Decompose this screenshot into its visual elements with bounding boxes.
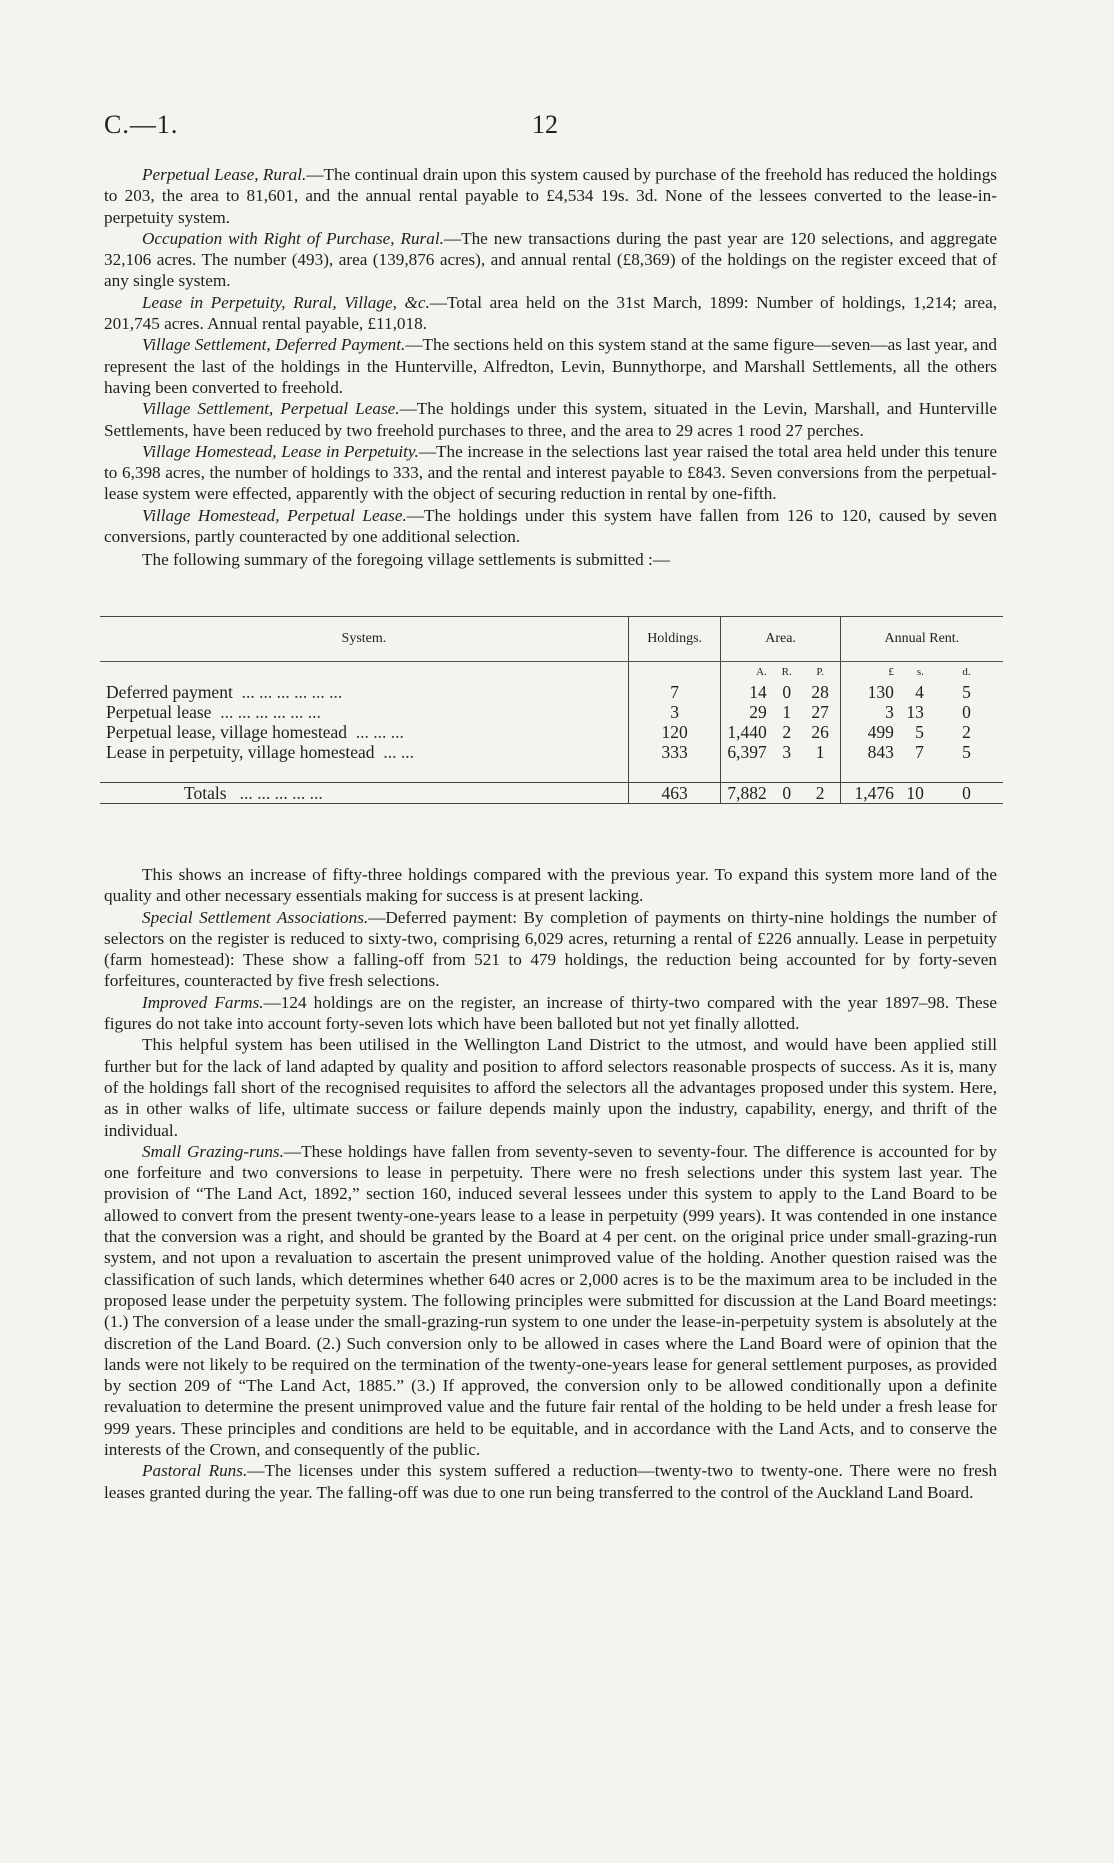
paragraph-village-homestead-perpetual [104, 505, 997, 548]
row-perches: 28 [811, 682, 829, 702]
totals-holdings: 463 [628, 783, 721, 804]
row-shillings: 7 [915, 742, 924, 762]
paragraph-text: This helpful system has been utilised in the Wellington Land District to the utmost, and would have been applied still further but for the lack of land adapted by quality and position to afford selectors reasonable prospects of success. As it is, many of the holdings fall short of the recognised requisites to afford the selectors all the advantages proposed under this system. Here, as in other walks of life, ultimate success or failure depends mainly upon the industry, capability, energy, and thrift of the individual. [104, 1035, 997, 1140]
paragraph-text: —Total area held on the 31st March, 1899: Number of holdings, 1,214; area, 201,745 acres. Annual rental payable, £11,018. [104, 292, 997, 334]
paragraph-text: —The holdings under this system have fallen from 126 to 120, caused by seven conversions, partly counteracted by one additional selection. [104, 505, 997, 547]
row-pence: 5 [962, 742, 971, 762]
paragraph-title: Perpetual Lease, Rural. [142, 165, 307, 184]
row-acres: 6,397 [721, 742, 773, 762]
row-pence: 2 [962, 722, 971, 742]
paragraph-village-settlement-perpetual [104, 398, 997, 441]
unit-shillings: s. [916, 666, 924, 678]
units-row [100, 662, 1003, 683]
unit-roods: R. [781, 666, 792, 678]
unit-pounds: £ [840, 662, 900, 683]
paragraph-text: —These holdings have fallen from seventy-seven to seventy-four. The difference is accounted for by one forfeiture and two conversions to lease in perpetuity. There were no fresh selections under this system last year. The provision of “The Land Act, 1892,” section 160, induced several lessees under this system to apply to the Land Board to be allowed to convert from the present twenty-one-years lease to a lease in perpetuity (999 years). It was contended in one instance that the conversion was a right, and should be granted by the Board at 4 per cent. on the original price under small-grazing-run system, and not upon a revaluation to ascertain the present unimproved value of the holding. Another question raised was the classification of such lands, which determines whether 640 acres or 2,000 acres is to be the maximum area to be included in the proposed lease under the perpetuity system. The following principles were submitted for discussion at the Land Board meetings: (1.) The conversion of a lease under the small-grazing-run system to one under the lease-in-perpetuity system is absolutely at the discretion of the Land Board. (2.) Such conversion only to be allowed in cases where the Land Board were of opinion that the lands were not likely to be required on the termination of the twenty-one-years lease for general settlement purposes, as provided by section 209 of “The Land Act, 1885.” (3.) If approved, the conversion only to be allowed conditionally upon a definite revaluation to determine the present unimproved value and the future fair rental of the holding to be held under a fresh lease for 999 years. These principles and conditions are held to be equitable, and in accordance with the Land Acts, and to conserve the interests of the Crown, and consequently of the public. [104, 1141, 997, 1460]
unit-perches: P. [816, 666, 824, 678]
paragraph-occupation-right-of-purchase [104, 228, 997, 292]
row-shillings: 5 [915, 722, 924, 742]
row-pounds: 3 [840, 702, 900, 722]
totals-label-cell [100, 783, 628, 804]
report-code: C.—1. [104, 110, 179, 139]
row-system [100, 702, 628, 722]
totals-shillings: 10 [900, 783, 930, 804]
paragraph-text: —Deferred payment: By completion of payments on thirty-nine holdings the number of selectors on the register is reduced to sixty-two, comprising 6,029 acres, returning a rental of £226 annually. Lease in perpetuity (farm homestead): These show a falling-off from 521 to 479 holdings, the reduction being accounted for by forty-seven forfeitures, counteracted by five fresh selections. [104, 907, 998, 991]
paragraph-text: This shows an increase of fifty-three holdings compared with the previous year. To expand this system more land of the quality and other necessary essentials making for success is at present lacking. [104, 865, 997, 906]
page-number: 12 [532, 110, 558, 139]
paragraph-title: Village Homestead, Lease in Perpetuity. [142, 441, 419, 461]
totals-row [100, 783, 1003, 804]
paragraph-text: —124 holdings are on the register, an increase of thirty-two compared with the year 1897–98. These figures do not take into account forty-seven lots which have been balloted but not yet finally allotted. [104, 992, 997, 1034]
leader-dots: ... ... [383, 742, 414, 762]
row-holdings: 333 [628, 742, 721, 762]
totals-label: Totals [184, 783, 227, 803]
leader-dots: ... ... ... ... ... ... [241, 682, 343, 702]
summary-intro: The following summary of the foregoing village settlements is submitted :— [142, 550, 670, 570]
row-roods: 3 [782, 742, 792, 762]
header-area: Area. [721, 617, 840, 662]
totals-pounds: 1,476 [840, 783, 900, 804]
row-pence: 5 [962, 682, 971, 702]
row-perches: 26 [811, 722, 829, 742]
paragraph-village-homestead-lip [104, 441, 997, 505]
paragraph-improved-farms [104, 992, 997, 1035]
row-shillings: 13 [906, 702, 924, 722]
paragraph-text: —The holdings under this system, situated in the Levin, Marshall, and Hunterville Settlements, have been reduced by two freehold purchases to three, and the area to 29 acres 1 rood 27 perches. [104, 399, 998, 440]
row-pounds: 499 [840, 722, 900, 742]
row-perches: 1 [815, 742, 825, 762]
paragraph-village-settlement-deferred [104, 334, 997, 398]
paragraph-pastoral-runs [104, 1460, 997, 1503]
paragraph-title: Lease in Perpetuity, Rural, Village, &c. [142, 292, 430, 312]
row-system [100, 682, 628, 702]
unit-pence: d. [962, 666, 971, 678]
table-row [100, 682, 1003, 702]
table-header-row [100, 617, 1003, 662]
paragraph-helpful-system [104, 1034, 997, 1140]
header-holdings: Holdings. [628, 617, 721, 662]
row-roods: 1 [782, 702, 792, 722]
row-pounds: 130 [840, 682, 900, 702]
header-annual-rent: Annual Rent. [840, 617, 1003, 662]
row-roods: 0 [782, 682, 792, 702]
row-holdings: 3 [628, 702, 721, 722]
top-section [104, 164, 997, 570]
row-acres: 29 [721, 702, 773, 722]
row-holdings: 120 [628, 722, 721, 742]
table-row [100, 702, 1003, 722]
paragraph-small-grazing-runs [104, 1141, 997, 1460]
system-label: Perpetual lease, village homestead [106, 722, 348, 742]
paragraph-title: Special Settlement Associations. [142, 907, 369, 927]
paragraph-title: Pastoral Runs. [142, 1461, 248, 1481]
paragraph-title: Village Settlement, Deferred Payment. [142, 335, 406, 355]
totals-roods: 0 [773, 783, 801, 804]
leader-dots: ... ... ... [355, 722, 404, 742]
paragraph-title: Small Grazing-runs. [142, 1141, 284, 1161]
row-shillings: 4 [915, 682, 924, 702]
row-acres: 14 [721, 682, 773, 702]
table-row [100, 722, 1003, 742]
paragraph-increase-summary [104, 864, 997, 907]
row-perches: 27 [811, 702, 829, 722]
row-pounds: 843 [840, 742, 900, 762]
header-system: System. [100, 617, 628, 662]
paragraph-text: —The licenses under this system suffered a reduction—twenty-two to twenty-one. There were no fresh leases granted during the year. The falling-off was due to one run being transferred to the control of the Auckland Land Board. [104, 1461, 997, 1502]
totals-pence: 0 [930, 783, 1003, 804]
row-system [100, 742, 628, 762]
row-holdings: 7 [628, 682, 721, 702]
paragraph-special-settlement [104, 907, 997, 992]
paragraph-title: Village Homestead, Perpetual Lease. [142, 505, 407, 525]
table-row [100, 742, 1003, 762]
paragraph-title: Occupation with Right of Purchase, Rural. [142, 228, 444, 248]
paragraph-text: —The sections held on this system stand at the same figure—seven—as last year, and represent the last of the holdings in the Hunterville, Alfredton, Levin, Bunnythorpe, and Marshall Settlements, all the others having been converted to freehold. [104, 335, 997, 397]
village-settlements-summary-table [100, 616, 1003, 804]
paragraph-perpetual-lease-rural [104, 164, 997, 228]
row-roods: 2 [782, 722, 792, 742]
system-label: Deferred payment [106, 682, 233, 702]
paragraph-text: —The new transactions during the past year are 120 selections, and aggregate 32,106 acres. The number (493), area (139,876 acres), and annual rental (£8,369) of the holdings on the register exceed that of any single system. [104, 228, 997, 291]
leader-dots: ... ... ... ... ... ... [220, 702, 321, 722]
paragraph-title: Village Settlement, Perpetual Lease. [142, 399, 400, 419]
row-system [100, 722, 628, 742]
spacer-row [100, 762, 1003, 783]
totals-acres: 7,882 [721, 783, 773, 804]
bottom-section [104, 864, 997, 1503]
totals-perches: 2 [801, 783, 841, 804]
paragraph-lease-in-perpetuity [104, 292, 997, 335]
paragraph-text: —The increase in the selections last year raised the total area held under this tenure to 6,398 acres, the number of holdings to 333, and the rental and interest payable to £843. Seven conversions from the perpetual-lease system were effected, apparently with the object of securing reduction in rental by one-fifth. [104, 441, 997, 504]
paragraph-title: Improved Farms. [142, 992, 264, 1012]
leader-dots: ... ... ... ... ... [239, 783, 323, 803]
system-label: Lease in perpetuity, village homestead [106, 742, 375, 762]
page-header [104, 110, 1004, 150]
unit-acres: A. [721, 662, 773, 683]
row-pence: 0 [962, 702, 971, 722]
system-label: Perpetual lease [106, 702, 212, 722]
paragraph-text: —The continual drain upon this system caused by purchase of the freehold has reduced the holdings to 203, the area to 81,601, and the annual rental payable to £4,534 19s. 3d. None of the lessees converted to the lease-in-perpetuity system. [104, 165, 997, 227]
row-acres: 1,440 [721, 722, 773, 742]
